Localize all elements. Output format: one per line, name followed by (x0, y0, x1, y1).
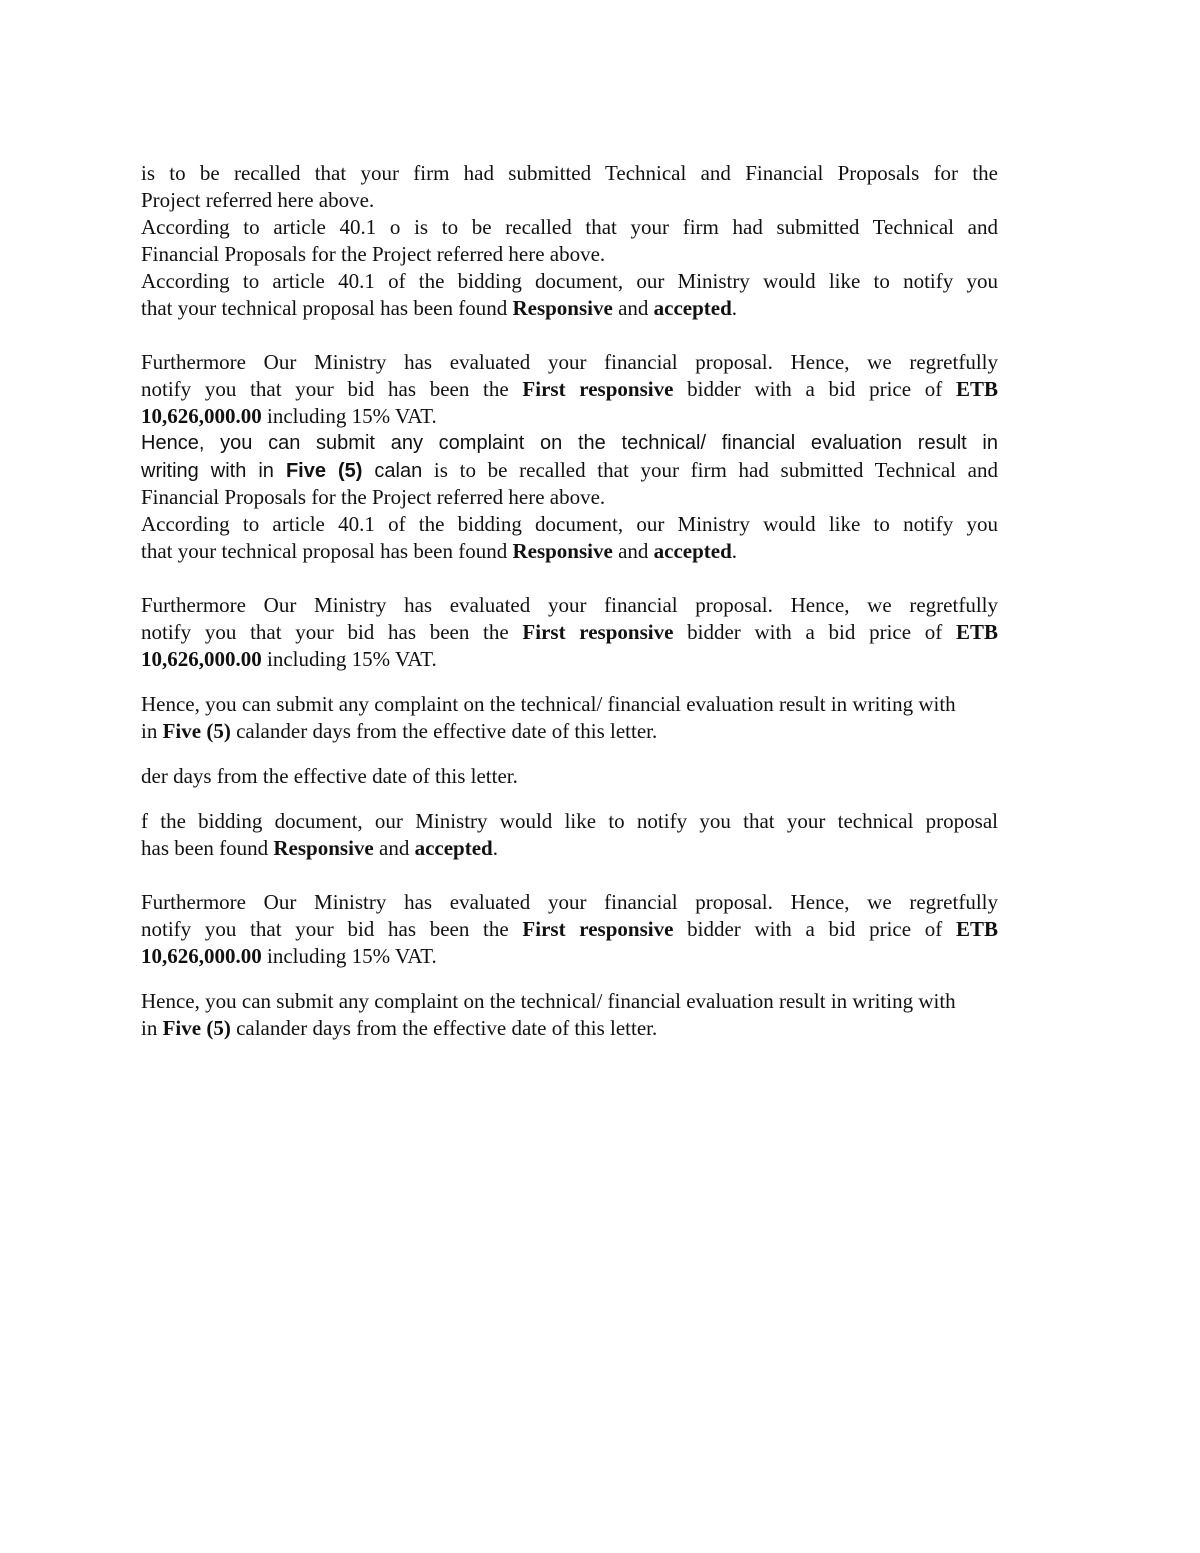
text-line: Furthermore Our Ministry has evaluated your financial proposal. Hence, we regretfully (141, 350, 998, 374)
text-line: in Five (5) calander days from the effective date of this letter. (141, 719, 658, 743)
bold-etb: ETB (955, 917, 998, 941)
text-line: der days from the effective date of this letter. (141, 764, 518, 788)
text-line: notify you that your bid has been the First responsive bidder with a bid price of ETB (141, 620, 998, 644)
text-line: that your technical proposal has been found Responsive and accepted. (141, 539, 738, 563)
text-line: According to article 40.1 of the bidding document, our Ministry would like to notify you (141, 512, 998, 536)
text-line: Hence, you can submit any complaint on the technical/ financial evaluation result in (141, 432, 998, 454)
text-line: 10,626,000.00 including 15% VAT. (141, 944, 437, 968)
text-line: Hence, you can submit any complaint on the technical/ financial evaluation result in writing with (141, 692, 956, 716)
bold-accepted: accepted (414, 836, 493, 860)
text-line: 10,626,000.00 including 15% VAT. (141, 647, 437, 671)
text-line: Furthermore Our Ministry has evaluated your financial proposal. Hence, we regretfully (141, 593, 998, 617)
paragraph-gap (141, 322, 1063, 349)
paragraph-gap (141, 565, 1063, 592)
text-line: that your technical proposal has been found Responsive and accepted. (141, 296, 738, 320)
text-line: Hence, you can submit any complaint on the technical/ financial evaluation result in writing with (141, 989, 956, 1013)
bold-responsive: Responsive (273, 836, 374, 860)
text-line: is to be recalled that your firm had submitted Technical and Financial Proposals for the (141, 161, 998, 185)
bold-responsive: Responsive (512, 539, 613, 563)
paragraph-gap (141, 862, 1063, 889)
text-line: in Five (5) calander days from the effective date of this letter. (141, 1016, 658, 1040)
bold-first-responsive: First responsive (522, 377, 674, 401)
text-line: notify you that your bid has been the First responsive bidder with a bid price of ETB (141, 917, 998, 941)
bold-five: Five (5) (162, 1016, 231, 1040)
document-page (141, 160, 1063, 1042)
bold-etb: ETB (955, 620, 998, 644)
paragraph-gap (141, 790, 1063, 808)
bold-bid-amount: 10,626,000.00 (141, 944, 262, 968)
bold-first-responsive: First responsive (522, 620, 674, 644)
text-line: Furthermore Our Ministry has evaluated your financial proposal. Hence, we regretfully (141, 890, 998, 914)
bold-accepted: accepted (653, 539, 732, 563)
text-line: writing with in Five (5) calan is to be recalled that your firm had submitted Technical and (141, 458, 998, 482)
bold-accepted: accepted (653, 296, 732, 320)
paragraph-gap (141, 673, 1063, 691)
bold-first-responsive: First responsive (522, 917, 674, 941)
text-line: Financial Proposals for the Project referred here above. (141, 242, 606, 266)
bold-five: Five (5) (162, 719, 231, 743)
bold-five: Five (5) (285, 460, 363, 482)
text-line: Project referred here above. (141, 188, 375, 212)
text-line: 10,626,000.00 including 15% VAT. (141, 404, 437, 428)
paragraph-gap (141, 970, 1063, 988)
text-line: According to article 40.1 o is to be recalled that your firm had submitted Technical and (141, 215, 998, 239)
text-line: According to article 40.1 of the bidding document, our Ministry would like to notify you (141, 269, 998, 293)
paragraph-gap (141, 745, 1063, 763)
bold-bid-amount: 10,626,000.00 (141, 647, 262, 671)
text-line: has been found Responsive and accepted. (141, 836, 498, 860)
bold-responsive: Responsive (512, 296, 613, 320)
bold-bid-amount: 10,626,000.00 (141, 404, 262, 428)
text-line: f the bidding document, our Ministry would like to notify you that your technical proposal (141, 809, 998, 833)
bold-etb: ETB (955, 377, 998, 401)
text-line: Financial Proposals for the Project referred here above. (141, 485, 606, 509)
text-line: notify you that your bid has been the First responsive bidder with a bid price of ETB (141, 377, 998, 401)
